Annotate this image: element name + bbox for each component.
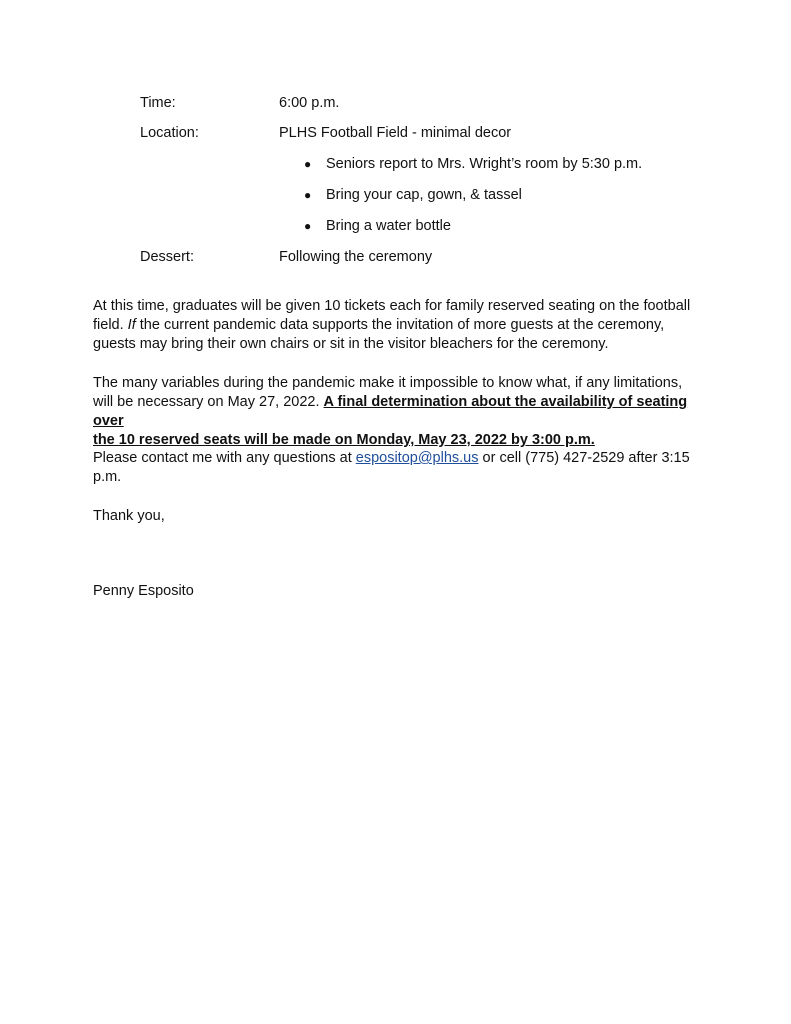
dessert-label: Dessert:	[140, 249, 194, 265]
paragraph-line: p.m.	[93, 469, 122, 485]
highlight-text: the 10 reserved seats will be made on Monday, May 23, 2022 by 3:00 p.m.	[93, 432, 595, 448]
location-label: Location:	[140, 125, 199, 141]
paragraph-variables	[93, 374, 703, 450]
location-value: PLHS Football Field - minimal decor	[279, 125, 512, 141]
bullet-text: Bring your cap, gown, & tassel	[326, 187, 522, 203]
closing-text: Thank you,	[93, 508, 165, 524]
detail-row-location	[140, 124, 740, 144]
detail-row-dessert	[140, 248, 740, 268]
bullet-icon: ●	[304, 188, 312, 202]
detail-row-time	[140, 94, 740, 114]
paragraph-line: At this time, graduates will be given 10 tickets each for family reserved seating on the football	[93, 298, 691, 314]
text-run: will be necessary on May 27, 2022.	[93, 394, 324, 410]
bullet-text: Bring a water bottle	[326, 218, 451, 234]
bullet-icon: ●	[304, 157, 312, 171]
list-item	[304, 186, 724, 206]
highlight-text: A final determination about the availability of seating over	[93, 394, 688, 429]
dessert-value: Following the ceremony	[279, 249, 433, 265]
bullet-text: Seniors report to Mrs. Wright’s room by 5:30 p.m.	[326, 156, 643, 172]
paragraph-line	[93, 316, 703, 335]
emphasis-text: If	[127, 317, 136, 333]
text-run: field.	[93, 317, 128, 333]
paragraph-line	[93, 449, 703, 468]
paragraph-line	[93, 393, 703, 431]
text-run: Please contact me with any questions at	[93, 450, 356, 466]
bullet-icon: ●	[304, 219, 312, 233]
time-value: 6:00 p.m.	[279, 95, 340, 111]
signature-name: Penny Esposito	[93, 583, 194, 599]
email-link[interactable]: espositop@plhs.us	[355, 450, 479, 466]
paragraph-line	[93, 431, 703, 450]
list-item	[304, 155, 724, 175]
text-run: or cell (775) 427-2529 after 3:15	[478, 450, 690, 466]
paragraph-line: The many variables during the pandemic make it impossible to know what, if any limitations,	[93, 375, 683, 391]
text-run: the current pandemic data supports the invitation of more guests at the ceremony,	[135, 317, 665, 333]
paragraph-line: guests may bring their own chairs or sit in the visitor bleachers for the ceremony.	[93, 336, 609, 352]
time-label: Time:	[140, 95, 176, 111]
paragraph-tickets	[93, 297, 703, 354]
list-item	[304, 217, 724, 237]
paragraph-contact	[93, 449, 703, 487]
